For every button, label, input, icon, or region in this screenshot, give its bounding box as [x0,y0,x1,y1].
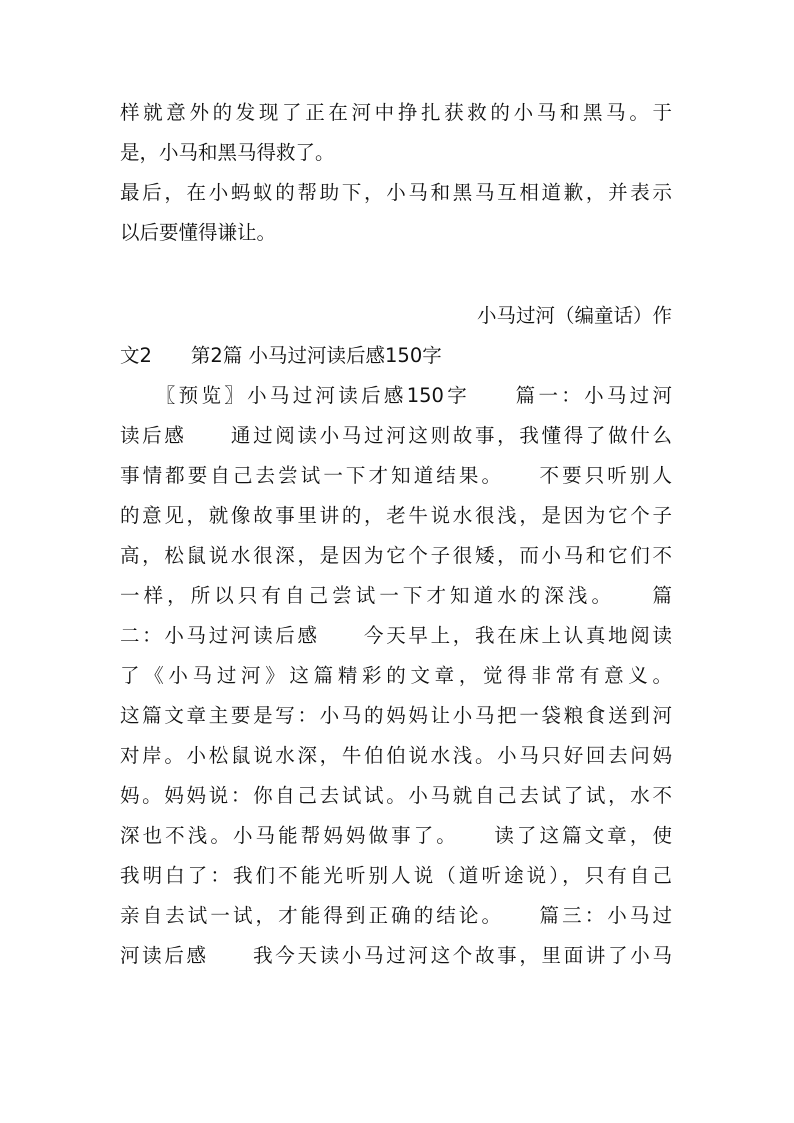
text-line-1: 样就意外的发现了正在河中挣扎获救的小马和黑马。于 [120,101,672,124]
text-line-12: 一样，所以只有自己尝试一下才知道水的深浅。 篇 [120,584,672,607]
text-line-18: 深也不浅。小马能帮妈妈做事了。 读了这篇文章，使 [120,824,672,847]
text-line-21: 河读后感 我今天读小马过河这个故事，里面讲了小马 [120,944,672,967]
text-line-3: 最后，在小蚂蚁的帮助下，小马和黑马互相道歉，并表示 [120,181,672,204]
document-page [120,93,672,976]
text-line-19: 我明白了：我们不能光听别人说（道听途说），只有自己 [120,864,672,887]
text-line-13: 二：小马过河读后感 今天早上，我在床上认真地阅读 [120,624,672,647]
text-line-2: 是，小马和黑马得救了。 [120,141,335,164]
text-line-14: 了《小马过河》这篇精彩的文章，觉得非常有意义。 [120,664,672,687]
text-line-15: 这篇文章主要是写：小马的妈妈让小马把一袋粮食送到河 [120,704,672,727]
paragraph-gap [120,253,672,296]
text-line-16: 对岸。小松鼠说水深，牛伯伯说水浅。小马只好回去问妈 [120,744,672,767]
section-title-line-1: 小马过河（编童话）作 [476,304,672,327]
text-line-8: 读后感 通过阅读小马过河这则故事，我懂得了做什么 [120,424,672,447]
text-line-7: 〖预览〗小马过河读后感150字 篇一：小马过河 [120,384,672,407]
text-line-20: 亲自去试一试，才能得到正确的结论。 篇三：小马过 [120,904,672,927]
text-line-4: 以后要懂得谦让。 [120,221,277,244]
text-line-9: 事情都要自己去尝试一下才知道结果。 不要只听别人 [120,464,672,487]
text-line-17: 妈。妈妈说：你自己去试试。小马就自己去试了试，水不 [120,784,672,807]
section-title-line-2: 文2 第2篇 小马过河读后感150字 [120,344,442,367]
text-line-11: 高，松鼠说水很深，是因为它个子很矮，而小马和它们不 [120,544,672,567]
text-line-10: 的意见，就像故事里讲的，老牛说水很浅，是因为它个子 [120,504,672,527]
